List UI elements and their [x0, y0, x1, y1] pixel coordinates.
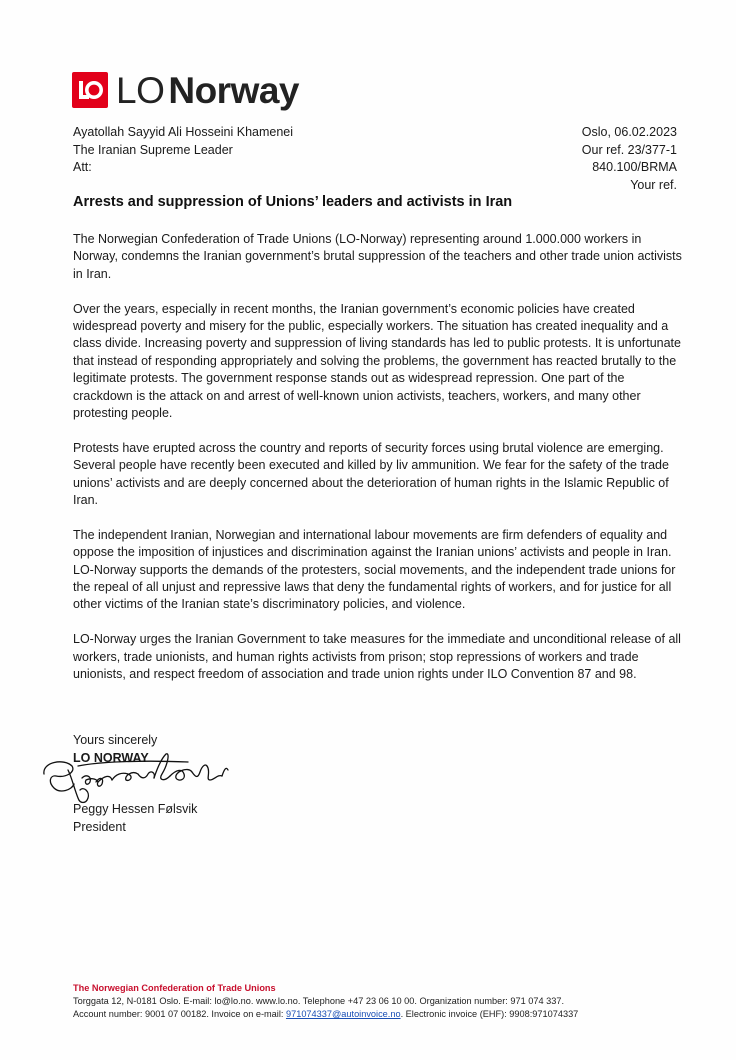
reference-block: [582, 124, 677, 194]
salutation: Yours sincerely: [73, 733, 158, 747]
footer-account-prefix: Account number: 9001 07 00182. Invoice on e-mail:: [73, 1009, 286, 1019]
body-paragraph: Protests have erupted across the country and reports of security forces using brutal violence are emerging. Several people have recently been executed and killed by liv ammunition. We fear for the safety of the trade unions’ activists and are deeply concerned about the deterioration of human rights in the Islamic Republic of Iran.: [73, 440, 669, 508]
footer-account-suffix: . Electronic invoice (EHF): 9908:971074337: [400, 1009, 579, 1019]
your-reference: Your ref.: [630, 177, 677, 192]
recipient-line-name: Ayatollah Sayyid Ali Hosseini Khamenei: [73, 125, 294, 139]
lo-norway-logo: [72, 70, 299, 110]
invoice-email-link[interactable]: 971074337@autoinvoice.no: [285, 1009, 401, 1019]
recipient-address: [73, 124, 293, 177]
recipient-line-att: Att:: [73, 160, 92, 174]
archive-code: 840.100/BRMA: [592, 160, 677, 174]
lo-logo-icon: [72, 72, 108, 108]
body-paragraph: Over the years, especially in recent months, the Iranian government’s economic policies have created widespread poverty and misery for the public, especially workers. The situation has created inequality and a class divide. Increasing poverty and suppression of living standards has led to public protests. It is unfortunate that instead of responding appropriately and solving the problems, the government has reacted brutally to the legitimate protests. The government response stands out as widespread repression. One part of the crackdown is the attack on and arrest of well-known union activists, teachers, workers, and many other protesting people.: [73, 301, 681, 421]
logo-wordmark: [116, 69, 300, 111]
our-reference: Our ref. 23/377-1: [581, 142, 677, 157]
body-paragraph: LO-Norway urges the Iranian Government to take measures for the immediate and unconditional release of all workers, trade unionists, and human rights activists from prison; stop repressions of workers and trade unionists, and respect freedom of association and trade union rights under ILO Convention 87 and 98.: [73, 632, 681, 682]
footer-address-line: Torggata 12, N-0181 Oslo. E-mail: lo@lo.no. www.lo.no. Telephone +47 23 06 10 00. Organization number: 971 074 337.: [73, 996, 565, 1006]
letter-footer: [73, 982, 578, 1021]
recipient-line-title: The Iranian Supreme Leader: [73, 142, 233, 157]
body-paragraph: The Norwegian Confederation of Trade Unions (LO-Norway) representing around 1.000.000 workers in Norway, condemns the Iranian government’s brutal suppression of the teachers and other trade union activists in Iran.: [73, 232, 682, 281]
footer-account-line: [73, 1008, 578, 1021]
logo-norway-text: Norway: [168, 69, 300, 111]
place-date: Oslo, 06.02.2023: [581, 125, 677, 139]
footer-organization: The Norwegian Confederation of Trade Unions: [73, 983, 276, 993]
body-paragraph: The independent Iranian, Norwegian and international labour movements are firm defenders of equality and oppose the imposition of injustices and discrimination against the Iranian unions’ activists and people in Iran. LO-Norway supports the demands of the protesters, social movements, and the independent trade unions for the repeal of all unjust and repressive laws that deny the fundamental rights of workers, and for justice for all other victims of the Iranian state’s discriminatory policies, and violence.: [73, 527, 676, 612]
signer-block: [73, 801, 197, 836]
letter-title: Arrests and suppression of Unions’ leaders and activists in Iran: [73, 194, 513, 210]
logo-lo-text: LO: [116, 69, 165, 111]
letter-body: [73, 231, 683, 701]
signer-title: President: [73, 819, 126, 834]
closing-organization: LO NORWAY: [73, 750, 149, 765]
signer-name: Peggy Hessen Følsvik: [73, 802, 198, 816]
